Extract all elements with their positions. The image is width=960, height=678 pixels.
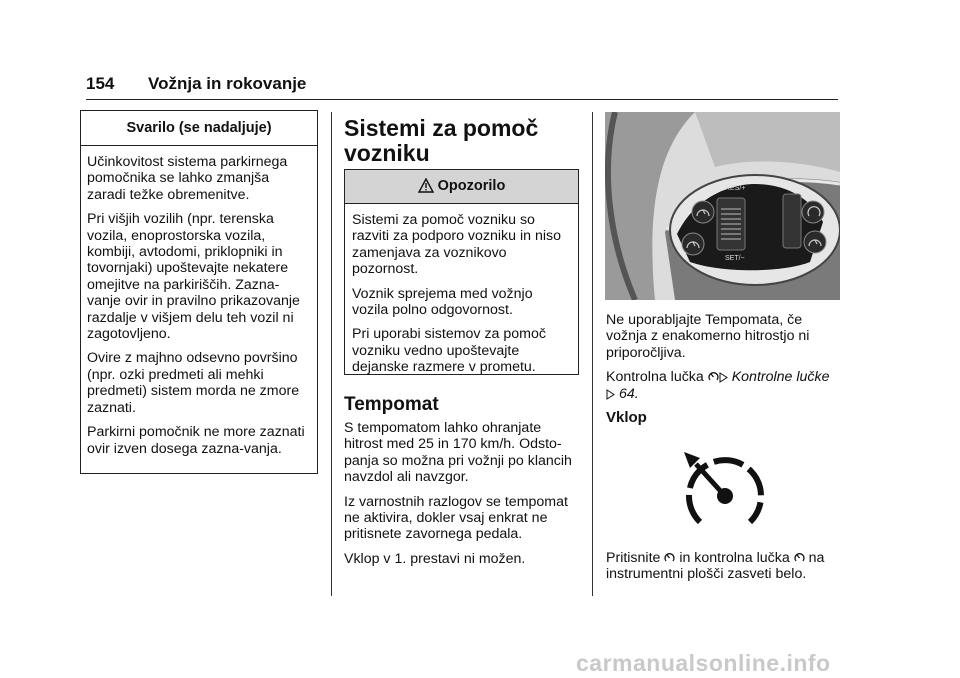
warning-triangle-icon	[418, 178, 434, 193]
control-lights-page[interactable]: 64	[618, 385, 635, 402]
page-header	[86, 74, 306, 94]
warning-heading: Opozorilo	[437, 178, 506, 194]
see-reference-arrow-icon	[606, 389, 615, 400]
note-paragraph: Ne uporabljajte Tempomata, če vožnja z enakomerno hitrostjo ni priporočljiva.	[606, 312, 810, 361]
column-divider-left	[331, 112, 332, 596]
header-rule	[86, 99, 838, 100]
control-light-reference: Kontrolna lučka Kontrolne lučke 64.	[606, 369, 830, 402]
caution-paragraph: Parkirni pomočnik ne more zaznati ovir izven dosega zazna-vanja.	[87, 424, 305, 457]
tempomat-body	[344, 420, 580, 575]
warning-paragraph: Voznik sprejema med vožnjo vozila polno odgovornost.	[352, 285, 533, 319]
page-number: 154	[86, 74, 115, 93]
cruise-control-icon	[794, 552, 805, 564]
caution-box	[80, 110, 318, 474]
section-title: Sistemi za pomoč vozniku	[344, 115, 539, 166]
cruise-control-icon	[708, 371, 719, 383]
caution-paragraph: Ovire z majhno odsevno površino (npr. ozki predmeti ali mehki predmeti) sistem morda ne zmore zaznati.	[87, 350, 300, 416]
chapter-title: Vožnja in rokovanje	[148, 74, 307, 93]
press-instruction: Pritisnite in kontrolna lučka na instrumentni plošči zasveti belo.	[606, 550, 825, 583]
steering-wheel-illustration	[605, 112, 840, 300]
warning-box	[344, 169, 579, 375]
tempomat-title: Tempomat	[344, 394, 439, 415]
caution-heading: Svarilo (se nadaljuje)	[81, 111, 317, 146]
see-reference-arrow-icon	[719, 372, 728, 383]
caution-paragraph: Pri višjih vozilih (npr. terenska vozila, enoprostorska vozila, kombiji, avtodomi, priklopniki in tovornjaki) upoštevajte nekatere omejitve na parkiriščih. Zazna-vanje ovir in pravilno prikazovanje razdalje v višjem delu teh vozil ni zagotovljeno.	[87, 211, 300, 343]
on-heading: Vklop	[606, 409, 647, 426]
set-label: SET/−	[725, 255, 745, 262]
tempomat-paragraph: Iz varnostnih razlogov se tempomat ne aktivira, dokler vsaj enkrat ne pritisnete zavornega pedala.	[344, 493, 568, 543]
control-lights-link[interactable]: Kontrolne lučke	[731, 369, 830, 386]
warning-paragraph: Pri uporabi sistemov za pomoč vozniku vedno upoštevajte dejanske razmere v prometu.	[352, 326, 546, 376]
warning-header	[345, 170, 578, 204]
column-divider-right	[592, 112, 593, 596]
tempomat-paragraph: Vklop v 1. prestavi ni možen.	[344, 550, 526, 567]
tempomat-note	[606, 312, 838, 410]
warning-paragraph: Sistemi za pomoč vozniku so razviti za podporo vozniku in niso zamenjava za voznikovo pozornost.	[352, 212, 561, 278]
caution-paragraph: Učinkovitost sistema parkirnega pomočnika se lahko zmanjša zaradi težke obremenitve.	[87, 154, 288, 203]
cruise-control-icon	[664, 552, 675, 564]
cruise-control-icon	[678, 450, 770, 532]
tempomat-paragraph: S tempomatom lahko ohranjate hitrost med 25 in 170 km/h. Odsto-panja so možna pri vožnji po klancih navzdol ali navzgor.	[344, 420, 572, 486]
res-label: RES/+	[725, 185, 746, 192]
watermark: carmanualsonline.info	[576, 650, 831, 676]
